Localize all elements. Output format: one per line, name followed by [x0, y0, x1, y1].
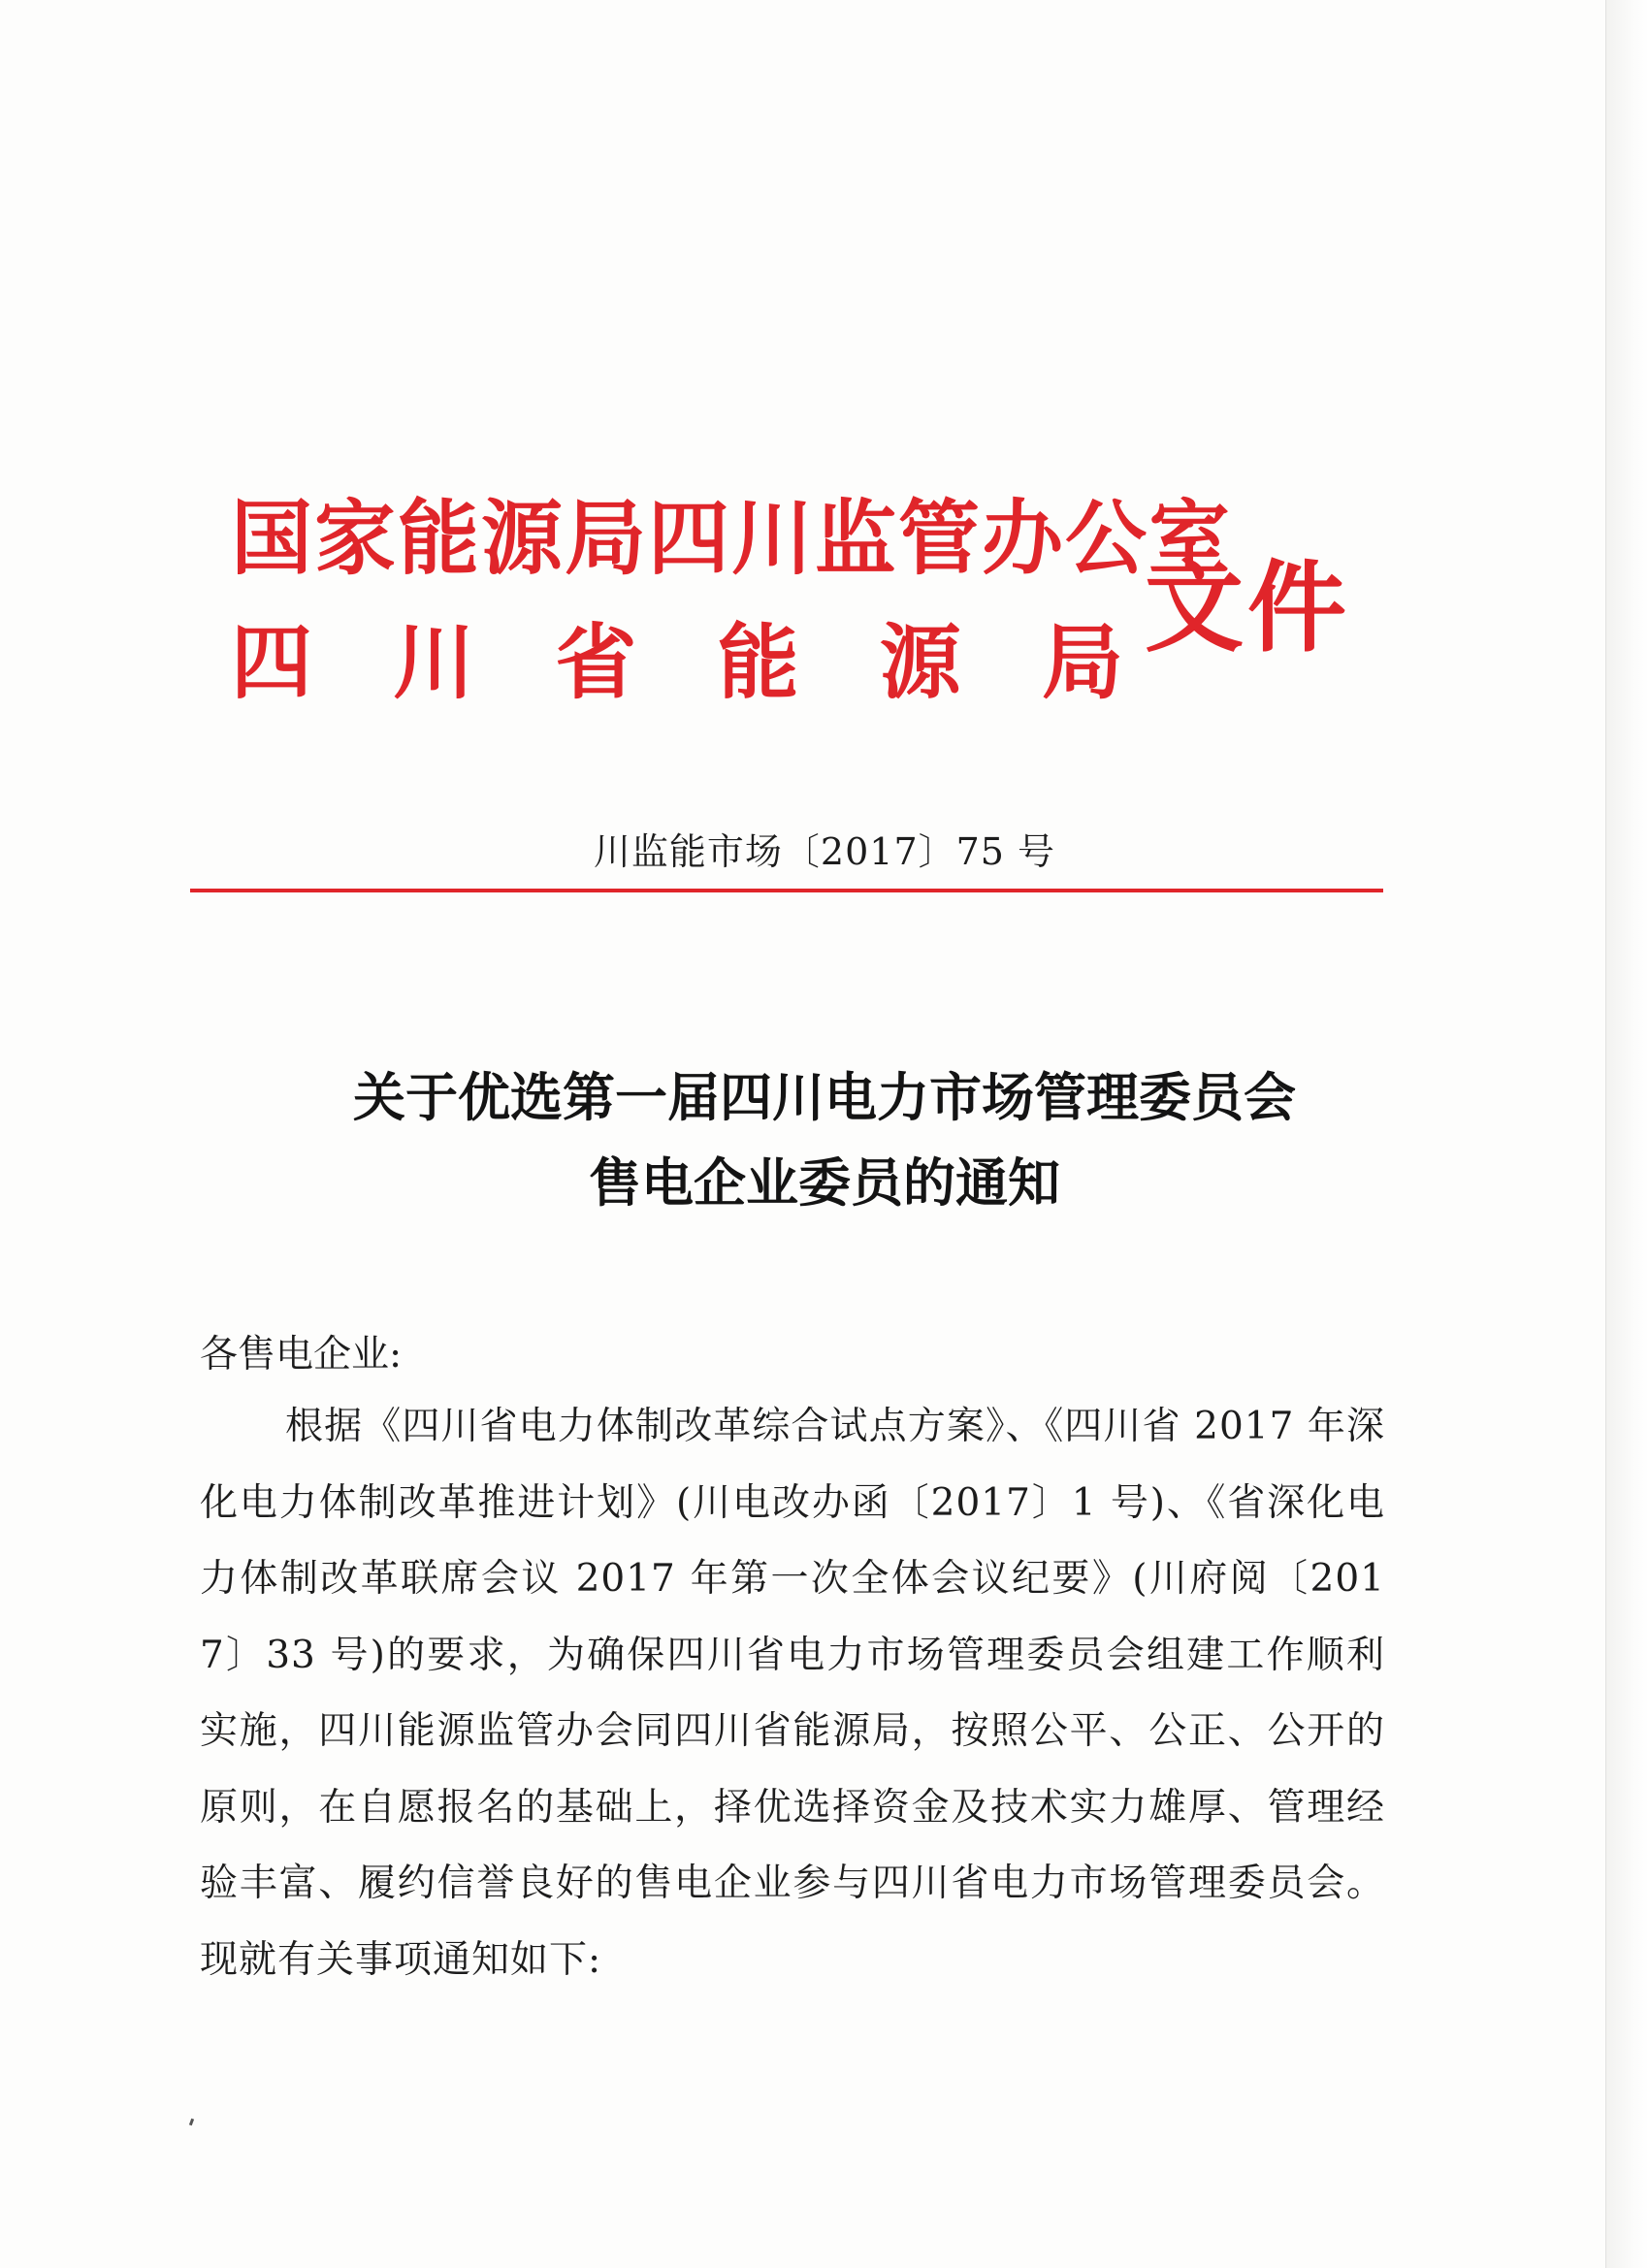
- title-line1: 关于优选第一届四川电力市场管理委员会: [353, 1067, 1296, 1128]
- red-divider-line: [190, 889, 1383, 892]
- issuer-line2-char: 四: [231, 615, 313, 710]
- document-type-word: 文件: [1145, 551, 1350, 666]
- issuer-line2-char: 省: [555, 615, 637, 710]
- issuer-line2-char: 局: [1041, 615, 1123, 710]
- issuer-line2-char: 川: [393, 615, 475, 710]
- document-number: 川监能市场〔2017〕75 号: [593, 830, 1056, 873]
- issuer-line2-char: 源: [879, 615, 961, 710]
- body-paragraph: 根据《四川省电力体制改革综合试点方案》、《四川省 2017 年深化电力体制改革推进计划》(川电改办函〔2017〕1 号)、《省深化电力体制改革联席会议 2017 年第一次全体会议纪要》(川府阅〔2017〕33 号)的要求，为确保四川省电力市场管理委员会组建工作顺利实施，四川能源监管办会同四川省能源局，按照公平、公正、公开的原则，在自愿报名的基础上，择优选择资金及技术实力雄厚、管理经验丰富、履约信誉良好的售电企业参与四川省电力市场管理委员会。现就有关事项通知如下:: [200, 1405, 1385, 1982]
- issuer-name-line2: [231, 609, 1123, 716]
- issuer-name-line1: 国家能源局四川监管办公室: [231, 491, 1233, 586]
- title-line2: 售电企业委员的通知: [589, 1152, 1060, 1214]
- salutation: 各售电企业:: [200, 1333, 403, 1377]
- issuer-line2-char: 能: [717, 615, 799, 710]
- scan-speck: [189, 2119, 194, 2126]
- document-title: [0, 1055, 1649, 1226]
